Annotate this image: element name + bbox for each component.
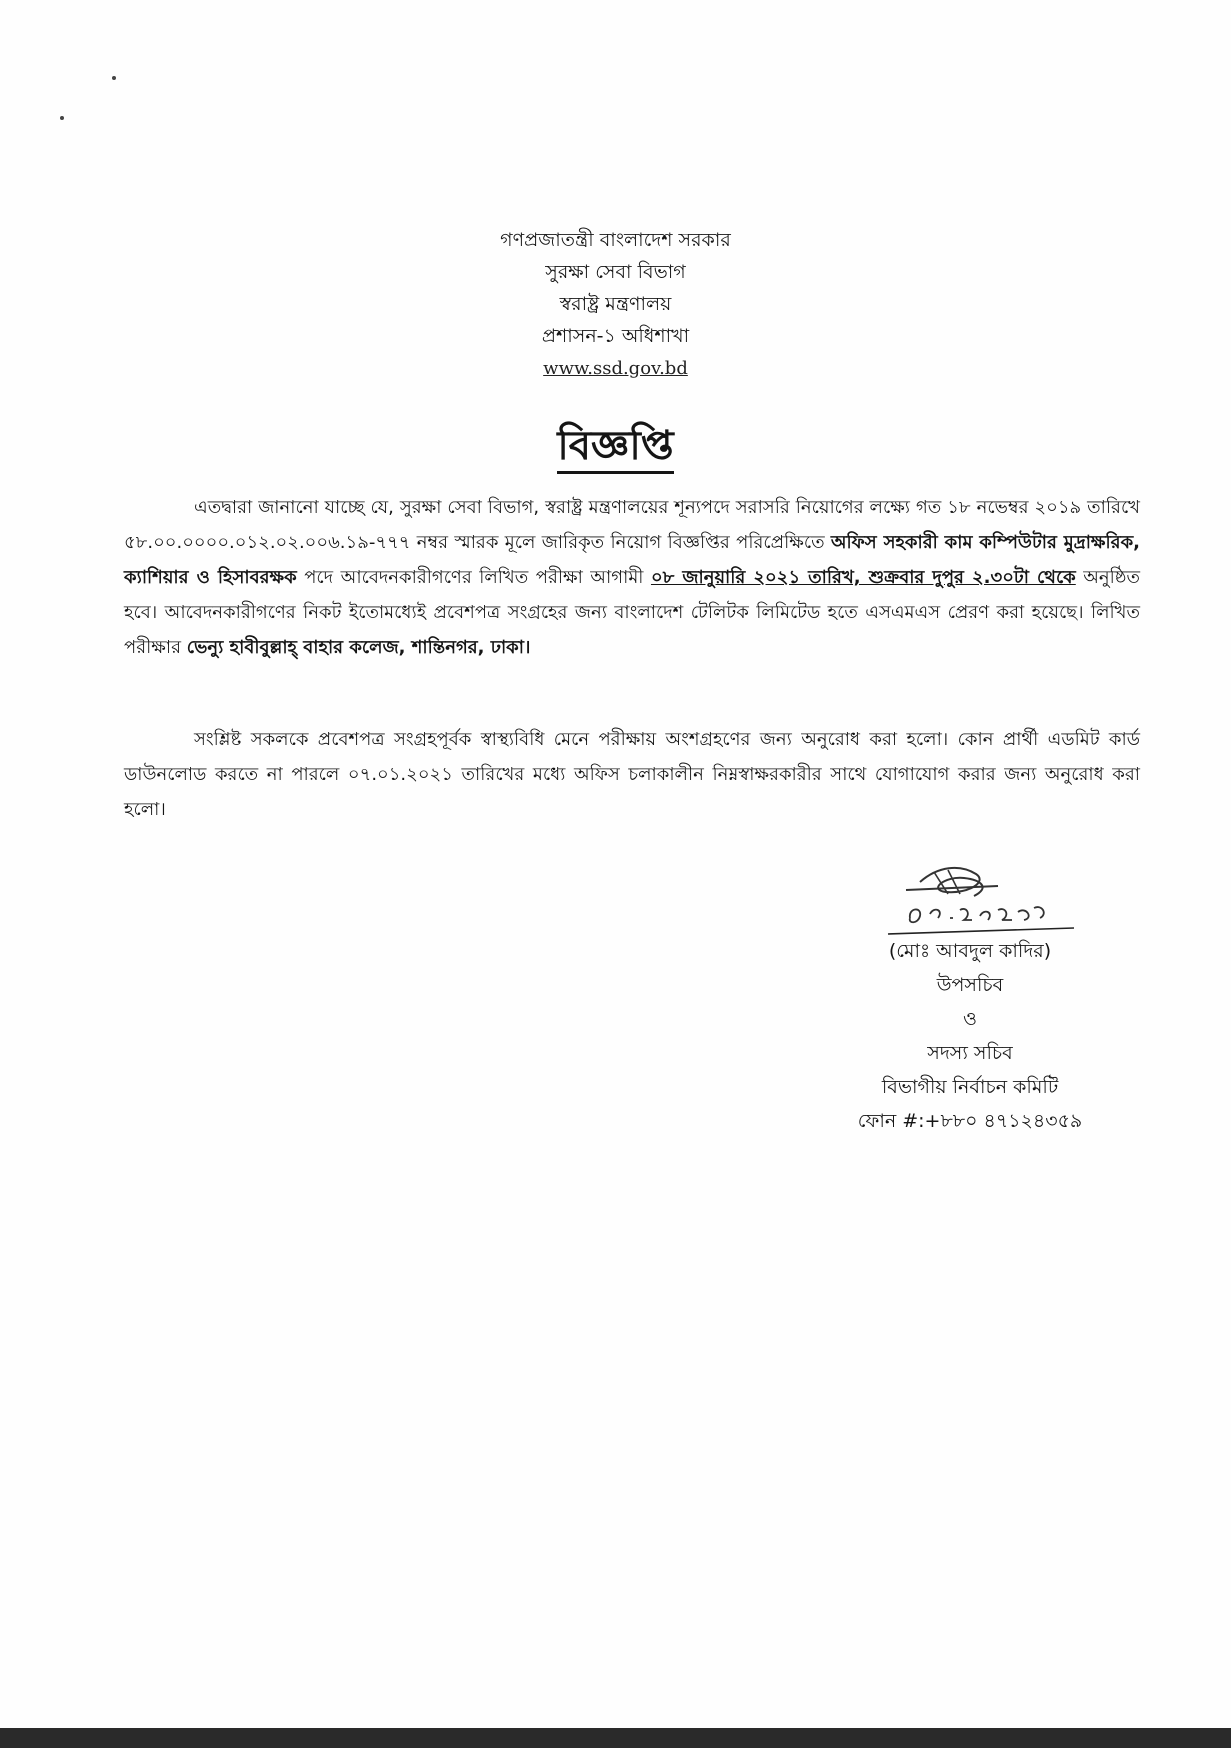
paragraph-2-text: সংশ্লিষ্ট সকলকে প্রবেশপত্র সংগ্রহপূর্বক স্বাস্থ্যবিধি মেনে পরীক্ষায় অংশগ্রহণের জন্য অনুরোধ করা হলো। কোন প্রার্থী এডমিট কার্ড ডাউনলোড করতে না পারলে ০৭.০১.২০২১ তারিখের মধ্যে অফিস চলাকালীন নিম্নস্বাক্ষরকারীর সাথে যোগাযোগ করার জন্য অনুরোধ করা হলো। xyxy=(124,729,1140,820)
letterhead xyxy=(0,224,1231,384)
notice-paragraph-2 xyxy=(124,722,1140,827)
notice-paragraph-1 xyxy=(124,490,1140,665)
scan-speck xyxy=(112,76,116,80)
signatory-designation: উপসচিব xyxy=(936,974,1004,996)
post-names: অফিস সহকারী কাম কম্পিউটার মুদ্রাক্ষরিক, ক্যাশিয়ার ও হিসাবরক্ষক xyxy=(124,532,1140,588)
signatory-name: (মোঃ আবদুল কাদির) xyxy=(888,940,1052,962)
notice-title xyxy=(0,420,1231,472)
paragraph-1-text-b: পদে আবেদনকারীগণের লিখিত পরীক্ষা আগামী xyxy=(296,567,651,588)
website-link[interactable]: www.ssd.gov.bd xyxy=(543,358,688,379)
scan-speck xyxy=(60,116,64,120)
branch-name: প্রশাসন-১ অধিশাখা xyxy=(541,325,690,347)
division-name: সুরক্ষা সেবা বিভাগ xyxy=(545,261,686,283)
scan-bottom-edge xyxy=(0,1728,1231,1748)
paragraph-1-text-c: অনুষ্ঠিত হবে। আবেদনকারীগণের নিকট ইতোমধ্যেই প্রবেশপত্র সংগ্রহের জন্য বাংলাদেশ টেলিটক লিমিটেড হতে এসএমএস প্রেরণ করা হয়েছে। লিখিত পরীক্ষার xyxy=(124,567,1140,658)
notice-title-text: বিজ্ঞপ্তি xyxy=(557,423,673,474)
government-name: গণপ্রজাতন্ত্রী বাংলাদেশ সরকার xyxy=(500,229,731,251)
exam-datetime: ০৮ জানুয়ারি ২০২১ তারিখ, শুক্রবার দুপুর ২.৩০টা থেকে xyxy=(650,567,1076,588)
signatory-block xyxy=(790,934,1150,1138)
paragraph-1-text-a: এতদ্বারা জানানো যাচ্ছে যে, সুরক্ষা সেবা বিভাগ, স্বরাষ্ট্র মন্ত্রণালয়ের শূন্যপদে সরাসরি নিয়োগের লক্ষ্যে গত ১৮ নভেম্বর ২০১৯ তারিখে ৫৮.০০.০০০০.০১২.০২.০০৬.১৯-৭৭৭ নম্বর স্মারক মূলে জারিকৃত নিয়োগ বিজ্ঞপ্তির পরিপ্রেক্ষিতে xyxy=(124,497,1140,553)
signatory-conjunction: ও xyxy=(963,1008,977,1030)
signatory-role: সদস্য সচিব xyxy=(927,1042,1013,1064)
exam-venue: ভেন্যু হাবীবুল্লাহ্ বাহার কলেজ, শান্তিনগর, ঢাকা। xyxy=(186,637,531,658)
ministry-name: স্বরাষ্ট্র মন্ত্রণালয় xyxy=(559,293,672,315)
signatory-phone: ফোন #:+৮৮০ ৪৭১২৪৩৫৯ xyxy=(857,1110,1083,1132)
signatory-committee: বিভাগীয় নির্বাচন কমিটি xyxy=(881,1076,1059,1098)
